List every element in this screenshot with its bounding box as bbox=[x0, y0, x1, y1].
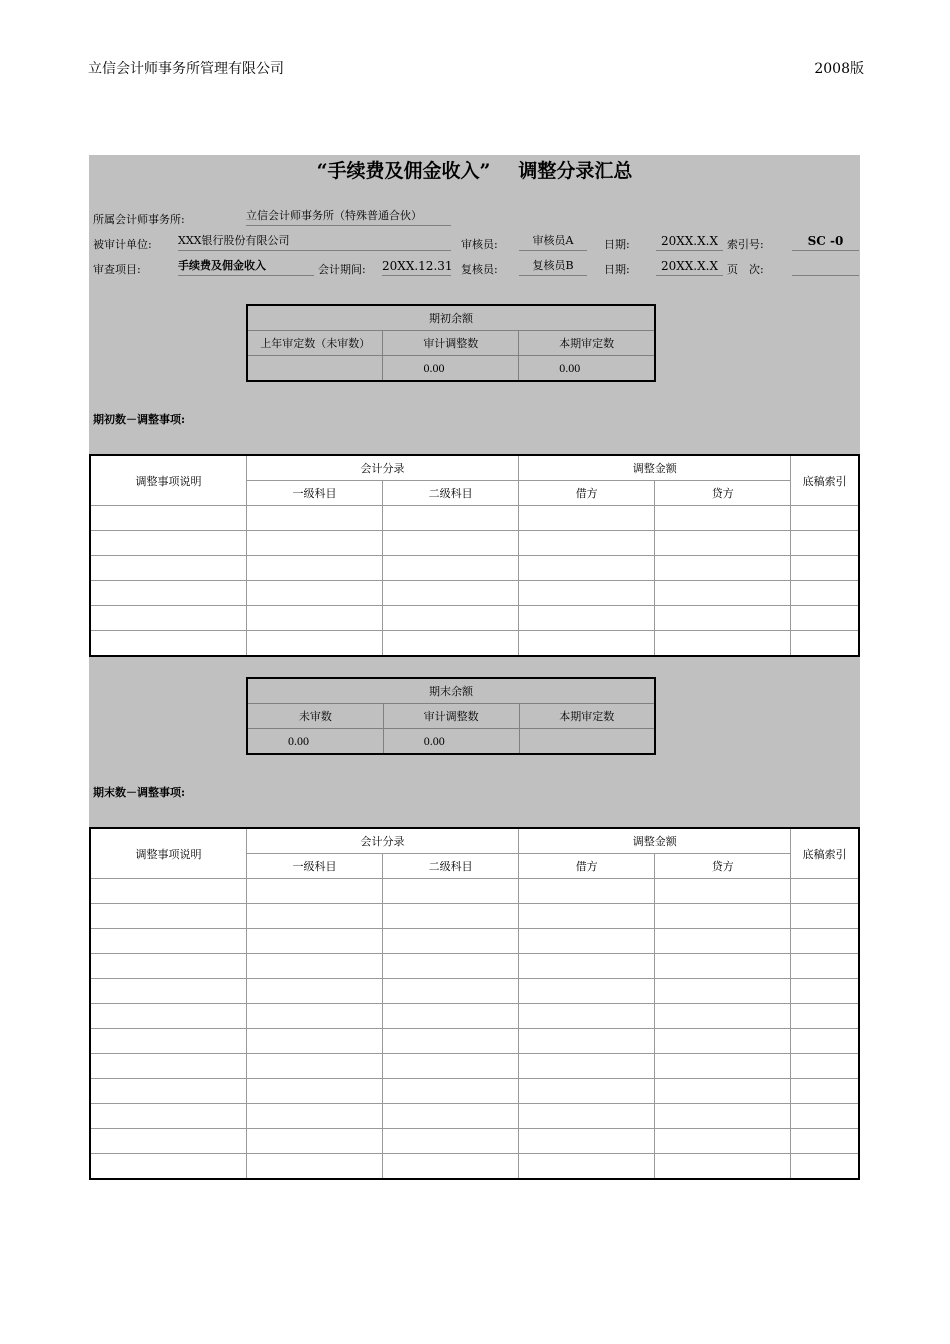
table-cell[interactable] bbox=[519, 1129, 655, 1154]
table-cell[interactable] bbox=[90, 1079, 246, 1104]
table-cell[interactable] bbox=[90, 879, 246, 904]
table-cell[interactable] bbox=[519, 631, 655, 657]
page-value[interactable] bbox=[792, 257, 859, 276]
opening-col-1: 审计调整数 bbox=[383, 331, 519, 356]
page-label: 页 次: bbox=[727, 263, 764, 276]
table-cell[interactable] bbox=[519, 556, 655, 581]
index-value[interactable]: SC -0 bbox=[792, 232, 859, 251]
table-cell[interactable] bbox=[519, 506, 655, 531]
table-cell[interactable] bbox=[655, 979, 791, 1004]
closing-value-1[interactable]: 0.00 bbox=[383, 729, 519, 755]
table-cell[interactable] bbox=[519, 1004, 655, 1029]
table-cell[interactable] bbox=[383, 506, 519, 531]
table-cell[interactable] bbox=[655, 556, 791, 581]
firm-value[interactable]: 立信会计师事务所（特殊普通合伙） bbox=[246, 207, 451, 226]
table-cell[interactable] bbox=[519, 979, 655, 1004]
opening-balance-table bbox=[246, 304, 656, 382]
table-cell[interactable] bbox=[519, 1029, 655, 1054]
table-cell[interactable] bbox=[655, 1154, 791, 1180]
table-cell[interactable] bbox=[519, 1104, 655, 1129]
table-cell[interactable] bbox=[791, 1154, 859, 1180]
table-cell[interactable] bbox=[246, 631, 382, 657]
adj1-level1-header: 一级科目 bbox=[246, 481, 382, 506]
table-cell[interactable] bbox=[90, 531, 246, 556]
table-row bbox=[90, 904, 859, 929]
table-cell[interactable] bbox=[383, 954, 519, 979]
table-cell[interactable] bbox=[246, 904, 382, 929]
table-cell[interactable] bbox=[383, 581, 519, 606]
table-cell[interactable] bbox=[90, 606, 246, 631]
table-cell[interactable] bbox=[519, 581, 655, 606]
opening-section-label: 期初数－调整事项: bbox=[93, 413, 186, 426]
table-cell[interactable] bbox=[519, 954, 655, 979]
table-cell[interactable] bbox=[383, 606, 519, 631]
table-cell[interactable] bbox=[383, 1079, 519, 1104]
adj1-ref-header: 底稿索引 bbox=[791, 455, 859, 506]
table-cell[interactable] bbox=[246, 1079, 382, 1104]
adj1-amount-header: 调整金额 bbox=[519, 455, 791, 481]
adj2-amount-header: 调整金额 bbox=[519, 828, 791, 854]
table-row bbox=[90, 1129, 859, 1154]
table-cell[interactable] bbox=[90, 581, 246, 606]
table-cell[interactable] bbox=[246, 929, 382, 954]
table-cell[interactable] bbox=[246, 1104, 382, 1129]
page-title bbox=[89, 156, 860, 183]
table-cell[interactable] bbox=[246, 1154, 382, 1180]
opening-col-0: 上年审定数（未审数） bbox=[247, 331, 383, 356]
table-row bbox=[90, 954, 859, 979]
closing-col-0: 未审数 bbox=[247, 704, 383, 729]
table-cell[interactable] bbox=[246, 531, 382, 556]
table-cell[interactable] bbox=[655, 581, 791, 606]
table-row bbox=[90, 631, 859, 657]
opening-value-0[interactable] bbox=[247, 356, 383, 382]
table-cell[interactable] bbox=[90, 631, 246, 657]
table-cell[interactable] bbox=[90, 1054, 246, 1079]
item-value[interactable]: 手续费及佣金收入 bbox=[178, 257, 314, 276]
closing-value-0[interactable]: 0.00 bbox=[247, 729, 383, 755]
table-cell[interactable] bbox=[246, 581, 382, 606]
adj2-desc-header: 调整事项说明 bbox=[90, 828, 246, 879]
closing-title: 期末余额 bbox=[247, 678, 655, 704]
table-cell[interactable] bbox=[655, 631, 791, 657]
table-cell[interactable] bbox=[655, 904, 791, 929]
title-quoted: “手续费及佣金收入” bbox=[316, 160, 491, 182]
table-row bbox=[90, 1079, 859, 1104]
table-cell[interactable] bbox=[791, 506, 859, 531]
date-label: 日期: bbox=[604, 238, 630, 251]
table-cell[interactable] bbox=[519, 904, 655, 929]
table-cell[interactable] bbox=[655, 1029, 791, 1054]
table-cell[interactable] bbox=[383, 631, 519, 657]
table-cell[interactable] bbox=[383, 879, 519, 904]
table-cell[interactable] bbox=[383, 1029, 519, 1054]
table-cell[interactable] bbox=[791, 556, 859, 581]
table-cell[interactable] bbox=[655, 1129, 791, 1154]
table-cell[interactable] bbox=[791, 606, 859, 631]
index-label: 索引号: bbox=[727, 238, 764, 251]
closing-section-label: 期末数－调整事项: bbox=[93, 786, 186, 799]
opening-title: 期初余额 bbox=[247, 305, 655, 331]
table-row bbox=[90, 506, 859, 531]
table-cell[interactable] bbox=[90, 904, 246, 929]
table-cell[interactable] bbox=[519, 929, 655, 954]
opening-value-1[interactable]: 0.00 bbox=[383, 356, 519, 382]
reviewer-value[interactable]: 审核员A bbox=[519, 232, 587, 251]
table-cell[interactable] bbox=[90, 954, 246, 979]
table-row bbox=[90, 1104, 859, 1129]
table-cell[interactable] bbox=[791, 631, 859, 657]
rechecker-value[interactable]: 复核员B bbox=[519, 257, 587, 276]
table-cell[interactable] bbox=[246, 879, 382, 904]
period-value[interactable]: 20XX.12.31 bbox=[382, 257, 451, 276]
table-cell[interactable] bbox=[791, 904, 859, 929]
adj1-debit-header: 借方 bbox=[519, 481, 655, 506]
table-cell[interactable] bbox=[655, 879, 791, 904]
table-cell[interactable] bbox=[246, 1054, 382, 1079]
table-cell[interactable] bbox=[519, 606, 655, 631]
table-row bbox=[90, 581, 859, 606]
table-cell[interactable] bbox=[655, 531, 791, 556]
date2-label: 日期: bbox=[604, 263, 630, 276]
period-label: 会计期间: bbox=[318, 263, 366, 276]
table-row bbox=[90, 1004, 859, 1029]
table-cell[interactable] bbox=[791, 1004, 859, 1029]
table-row bbox=[90, 606, 859, 631]
table-cell[interactable] bbox=[383, 1129, 519, 1154]
table-cell[interactable] bbox=[90, 929, 246, 954]
reviewer-label: 审核员: bbox=[461, 238, 498, 251]
title-suffix: 调整分录汇总 bbox=[518, 160, 633, 182]
table-cell[interactable] bbox=[383, 531, 519, 556]
table-cell[interactable] bbox=[655, 929, 791, 954]
table-cell[interactable] bbox=[246, 1004, 382, 1029]
opening-adjustments-table bbox=[89, 454, 860, 657]
table-row bbox=[90, 879, 859, 904]
adj2-body bbox=[90, 879, 859, 1180]
table-cell[interactable] bbox=[246, 954, 382, 979]
table-cell[interactable] bbox=[519, 531, 655, 556]
date-value[interactable]: 20XX.X.X bbox=[656, 232, 723, 251]
firm-label: 所属会计师事务所: bbox=[93, 213, 185, 226]
table-cell[interactable] bbox=[90, 1104, 246, 1129]
table-cell[interactable] bbox=[519, 1154, 655, 1180]
adj2-credit-header: 贷方 bbox=[655, 854, 791, 879]
table-row bbox=[90, 1054, 859, 1079]
adj2-level1-header: 一级科目 bbox=[246, 854, 382, 879]
table-cell[interactable] bbox=[246, 979, 382, 1004]
table-cell[interactable] bbox=[791, 979, 859, 1004]
table-cell[interactable] bbox=[655, 506, 791, 531]
table-cell[interactable] bbox=[383, 1104, 519, 1129]
table-cell[interactable] bbox=[791, 954, 859, 979]
table-cell[interactable] bbox=[383, 1154, 519, 1180]
table-row bbox=[90, 1029, 859, 1054]
table-cell[interactable] bbox=[655, 1004, 791, 1029]
adj1-level2-header: 二级科目 bbox=[383, 481, 519, 506]
table-row bbox=[90, 1154, 859, 1180]
client-value[interactable]: XXX银行股份有限公司 bbox=[178, 232, 451, 251]
version-header: 2008版 bbox=[814, 61, 864, 77]
table-cell[interactable] bbox=[246, 506, 382, 531]
table-cell[interactable] bbox=[655, 954, 791, 979]
table-cell[interactable] bbox=[383, 979, 519, 1004]
closing-col-1: 审计调整数 bbox=[383, 704, 519, 729]
adj2-debit-header: 借方 bbox=[519, 854, 655, 879]
table-cell[interactable] bbox=[246, 606, 382, 631]
table-cell[interactable] bbox=[655, 606, 791, 631]
closing-col-2: 本期审定数 bbox=[519, 704, 655, 729]
table-cell[interactable] bbox=[383, 929, 519, 954]
table-cell[interactable] bbox=[791, 1054, 859, 1079]
closing-balance-table bbox=[246, 677, 656, 755]
table-cell[interactable] bbox=[791, 929, 859, 954]
adj1-desc-header: 调整事项说明 bbox=[90, 455, 246, 506]
firm-header: 立信会计师事务所管理有限公司 bbox=[88, 61, 284, 77]
adj1-entry-header: 会计分录 bbox=[246, 455, 518, 481]
table-cell[interactable] bbox=[519, 1079, 655, 1104]
table-cell[interactable] bbox=[90, 1004, 246, 1029]
adj1-body bbox=[90, 506, 859, 657]
table-row bbox=[90, 929, 859, 954]
table-cell[interactable] bbox=[791, 879, 859, 904]
table-row bbox=[90, 531, 859, 556]
adj2-entry-header: 会计分录 bbox=[246, 828, 518, 854]
table-cell[interactable] bbox=[383, 1004, 519, 1029]
closing-value-2[interactable] bbox=[519, 729, 655, 755]
closing-adjustments-table bbox=[89, 827, 860, 1180]
adj1-credit-header: 贷方 bbox=[655, 481, 791, 506]
adj2-ref-header: 底稿索引 bbox=[791, 828, 859, 879]
opening-value-2[interactable]: 0.00 bbox=[519, 356, 655, 382]
date2-value[interactable]: 20XX.X.X bbox=[656, 257, 723, 276]
table-cell[interactable] bbox=[246, 1129, 382, 1154]
table-row bbox=[90, 979, 859, 1004]
table-row bbox=[90, 556, 859, 581]
table-cell[interactable] bbox=[791, 1079, 859, 1104]
table-cell[interactable] bbox=[90, 556, 246, 581]
table-cell[interactable] bbox=[655, 1079, 791, 1104]
table-cell[interactable] bbox=[655, 1054, 791, 1079]
table-cell[interactable] bbox=[246, 1029, 382, 1054]
opening-col-2: 本期审定数 bbox=[519, 331, 655, 356]
table-cell[interactable] bbox=[383, 904, 519, 929]
table-cell[interactable] bbox=[791, 1129, 859, 1154]
adj2-level2-header: 二级科目 bbox=[383, 854, 519, 879]
table-cell[interactable] bbox=[791, 1104, 859, 1129]
table-cell[interactable] bbox=[655, 1104, 791, 1129]
table-cell[interactable] bbox=[90, 1029, 246, 1054]
table-cell[interactable] bbox=[791, 581, 859, 606]
table-cell[interactable] bbox=[791, 531, 859, 556]
table-cell[interactable] bbox=[90, 1154, 246, 1180]
table-cell[interactable] bbox=[90, 1129, 246, 1154]
table-cell[interactable] bbox=[90, 979, 246, 1004]
table-cell[interactable] bbox=[383, 556, 519, 581]
table-cell[interactable] bbox=[90, 506, 246, 531]
rechecker-label: 复核员: bbox=[461, 263, 498, 276]
item-label: 审查项目: bbox=[93, 263, 141, 276]
client-label: 被审计单位: bbox=[93, 238, 152, 251]
table-cell[interactable] bbox=[246, 556, 382, 581]
table-cell[interactable] bbox=[519, 879, 655, 904]
table-cell[interactable] bbox=[519, 1054, 655, 1079]
table-cell[interactable] bbox=[791, 1029, 859, 1054]
table-cell[interactable] bbox=[383, 1054, 519, 1079]
